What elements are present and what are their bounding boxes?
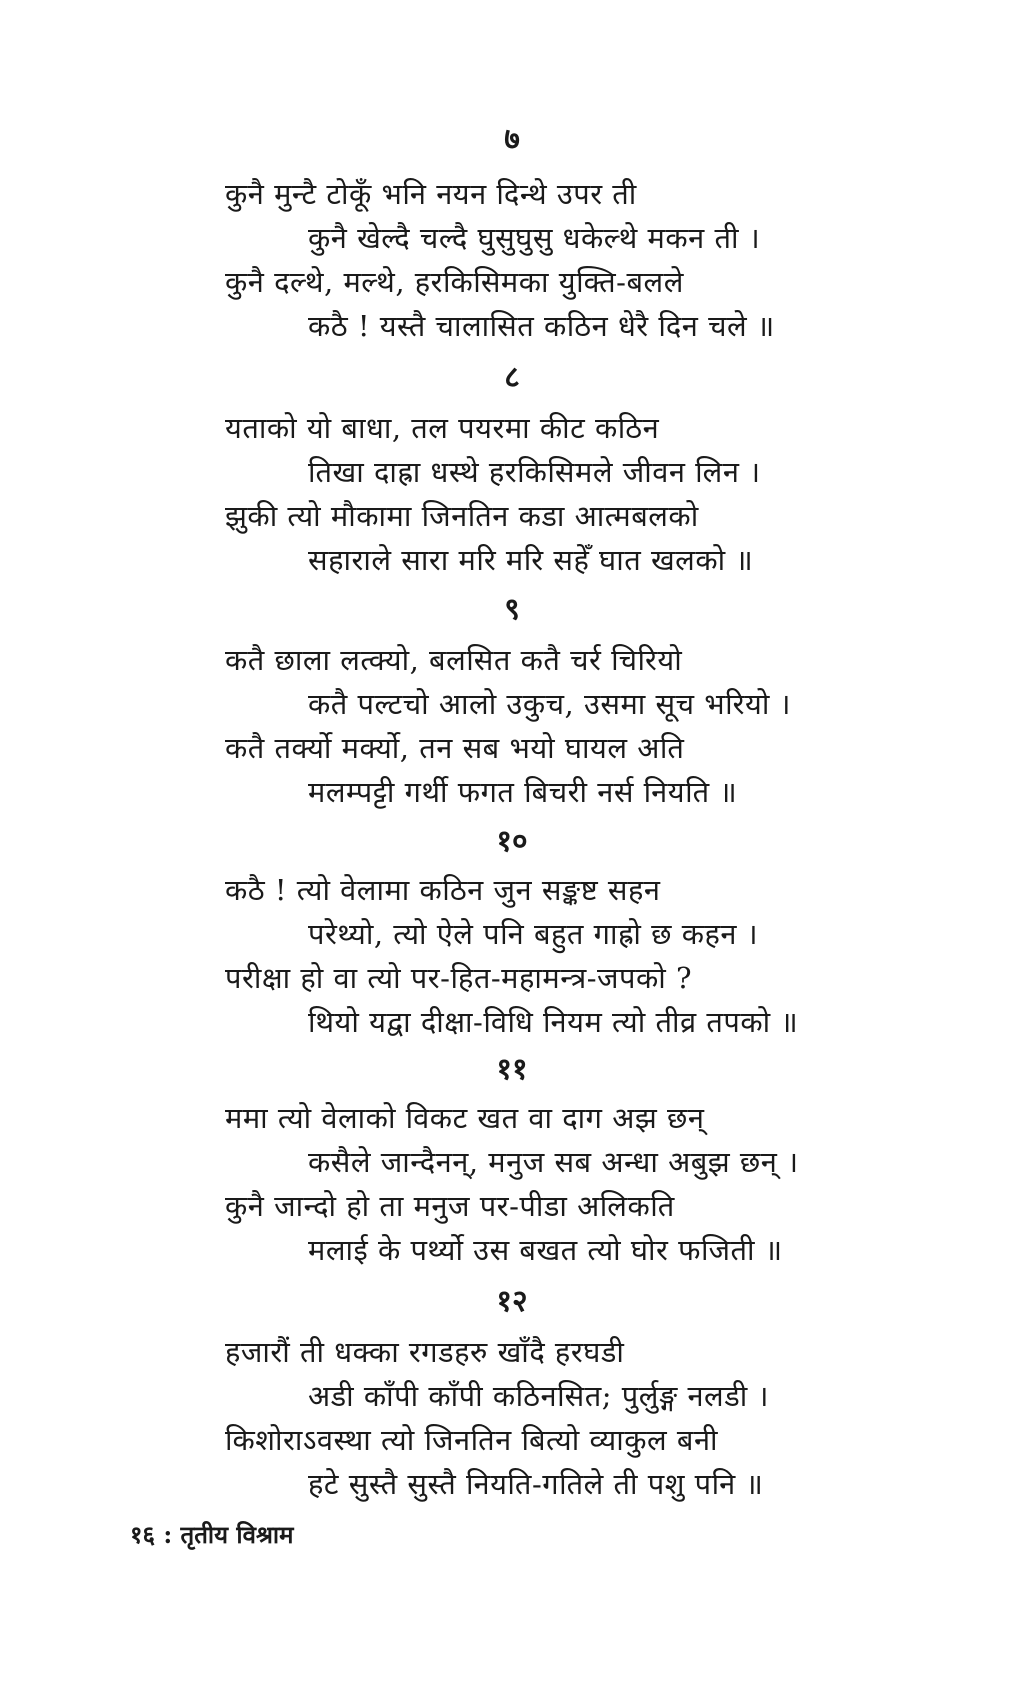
verse-line: कुनै खेल्दै चल्दै घुसुघुसु धकेल्थे मकन ती ।: [308, 221, 761, 255]
stanza-number: ८: [504, 360, 520, 395]
verse-line: अडी काँपी काँपी कठिनसित; पुर्लुङ्ग नलडी ।: [308, 1379, 769, 1413]
verse-line: कसैले जान्दैनन्, मनुज सब अन्धा अबुझ छन् ।: [308, 1145, 799, 1179]
verse-line: कुनै मुन्टै टोकूँ भनि नयन दिन्थे उपर ती: [225, 177, 637, 211]
verse-line: थियो यद्वा दीक्षा-विधि नियम त्यो तीव्र तपको ॥: [308, 1005, 799, 1039]
stanza-number: ११: [496, 1052, 528, 1087]
verse-line: हजारौं ती धक्का रगडहरु खाँदै हरघडी: [225, 1335, 625, 1369]
verse-line: यताको यो बाधा, तल पयरमा कीट कठिन: [225, 411, 660, 445]
verse-line: किशोराऽवस्था त्यो जिनतिन बित्यो व्याकुल बनी: [225, 1423, 719, 1457]
verse-line: हटे सुस्तै सुस्तै नियति-गतिले ती पशु पनि ॥: [308, 1467, 764, 1501]
page-footer: १६ : तृतीय विश्राम: [130, 1520, 294, 1549]
verse-line: कठै ! त्यो वेलामा कठिन जुन सङ्कष्ट सहन: [225, 873, 661, 907]
verse-line: कतै तर्क्यो मर्क्यो, तन सब भयो घायल अति: [225, 731, 685, 765]
verse-line: मलाई के पर्थ्यो उस बखत त्यो घोर फजिती ॥: [308, 1233, 783, 1267]
verse-line: कतै पल्टचो आलो उकुच, उसमा सूच भरियो ।: [308, 687, 792, 721]
verse-line: परीक्षा हो वा त्यो पर-हित-महामन्त्र-जपको ?: [225, 961, 693, 995]
verse-line: सहाराले सारा मरि मरि सहेँ घात खलको ॥: [308, 543, 754, 577]
verse-line: ममा त्यो वेलाको विकट खत वा दाग अझ छन्: [225, 1101, 705, 1135]
verse-line: कतै छाला लत्क्यो, बलसित कतै चर्र चिरियो: [225, 643, 683, 677]
stanza-number: १०: [496, 824, 528, 859]
verse-line: झुकी त्यो मौकामा जिनतिन कडा आत्मबलको: [225, 499, 699, 533]
verse-line: कठै ! यस्तै चालासित कठिन धेरै दिन चले ॥: [308, 309, 775, 343]
verse-line: कुनै दल्थे, मल्थे, हरकिसिमका युक्ति-बलले: [225, 265, 684, 299]
stanza-number: १२: [496, 1284, 528, 1319]
verse-line: तिखा दाह्रा धस्थे हरकिसिमले जीवन लिन ।: [308, 455, 761, 489]
verse-line: परेथ्यो, त्यो ऐले पनि बहुत गाह्रो छ कहन ।: [308, 917, 759, 951]
verse-line: कुनै जान्दो हो ता मनुज पर-पीडा अलिकति: [225, 1189, 675, 1223]
verse-line: मलम्पट्टी गर्थी फगत बिचरी नर्स नियति ॥: [308, 775, 738, 809]
stanza-number: ७: [504, 122, 520, 157]
stanza-number: ९: [504, 592, 520, 627]
